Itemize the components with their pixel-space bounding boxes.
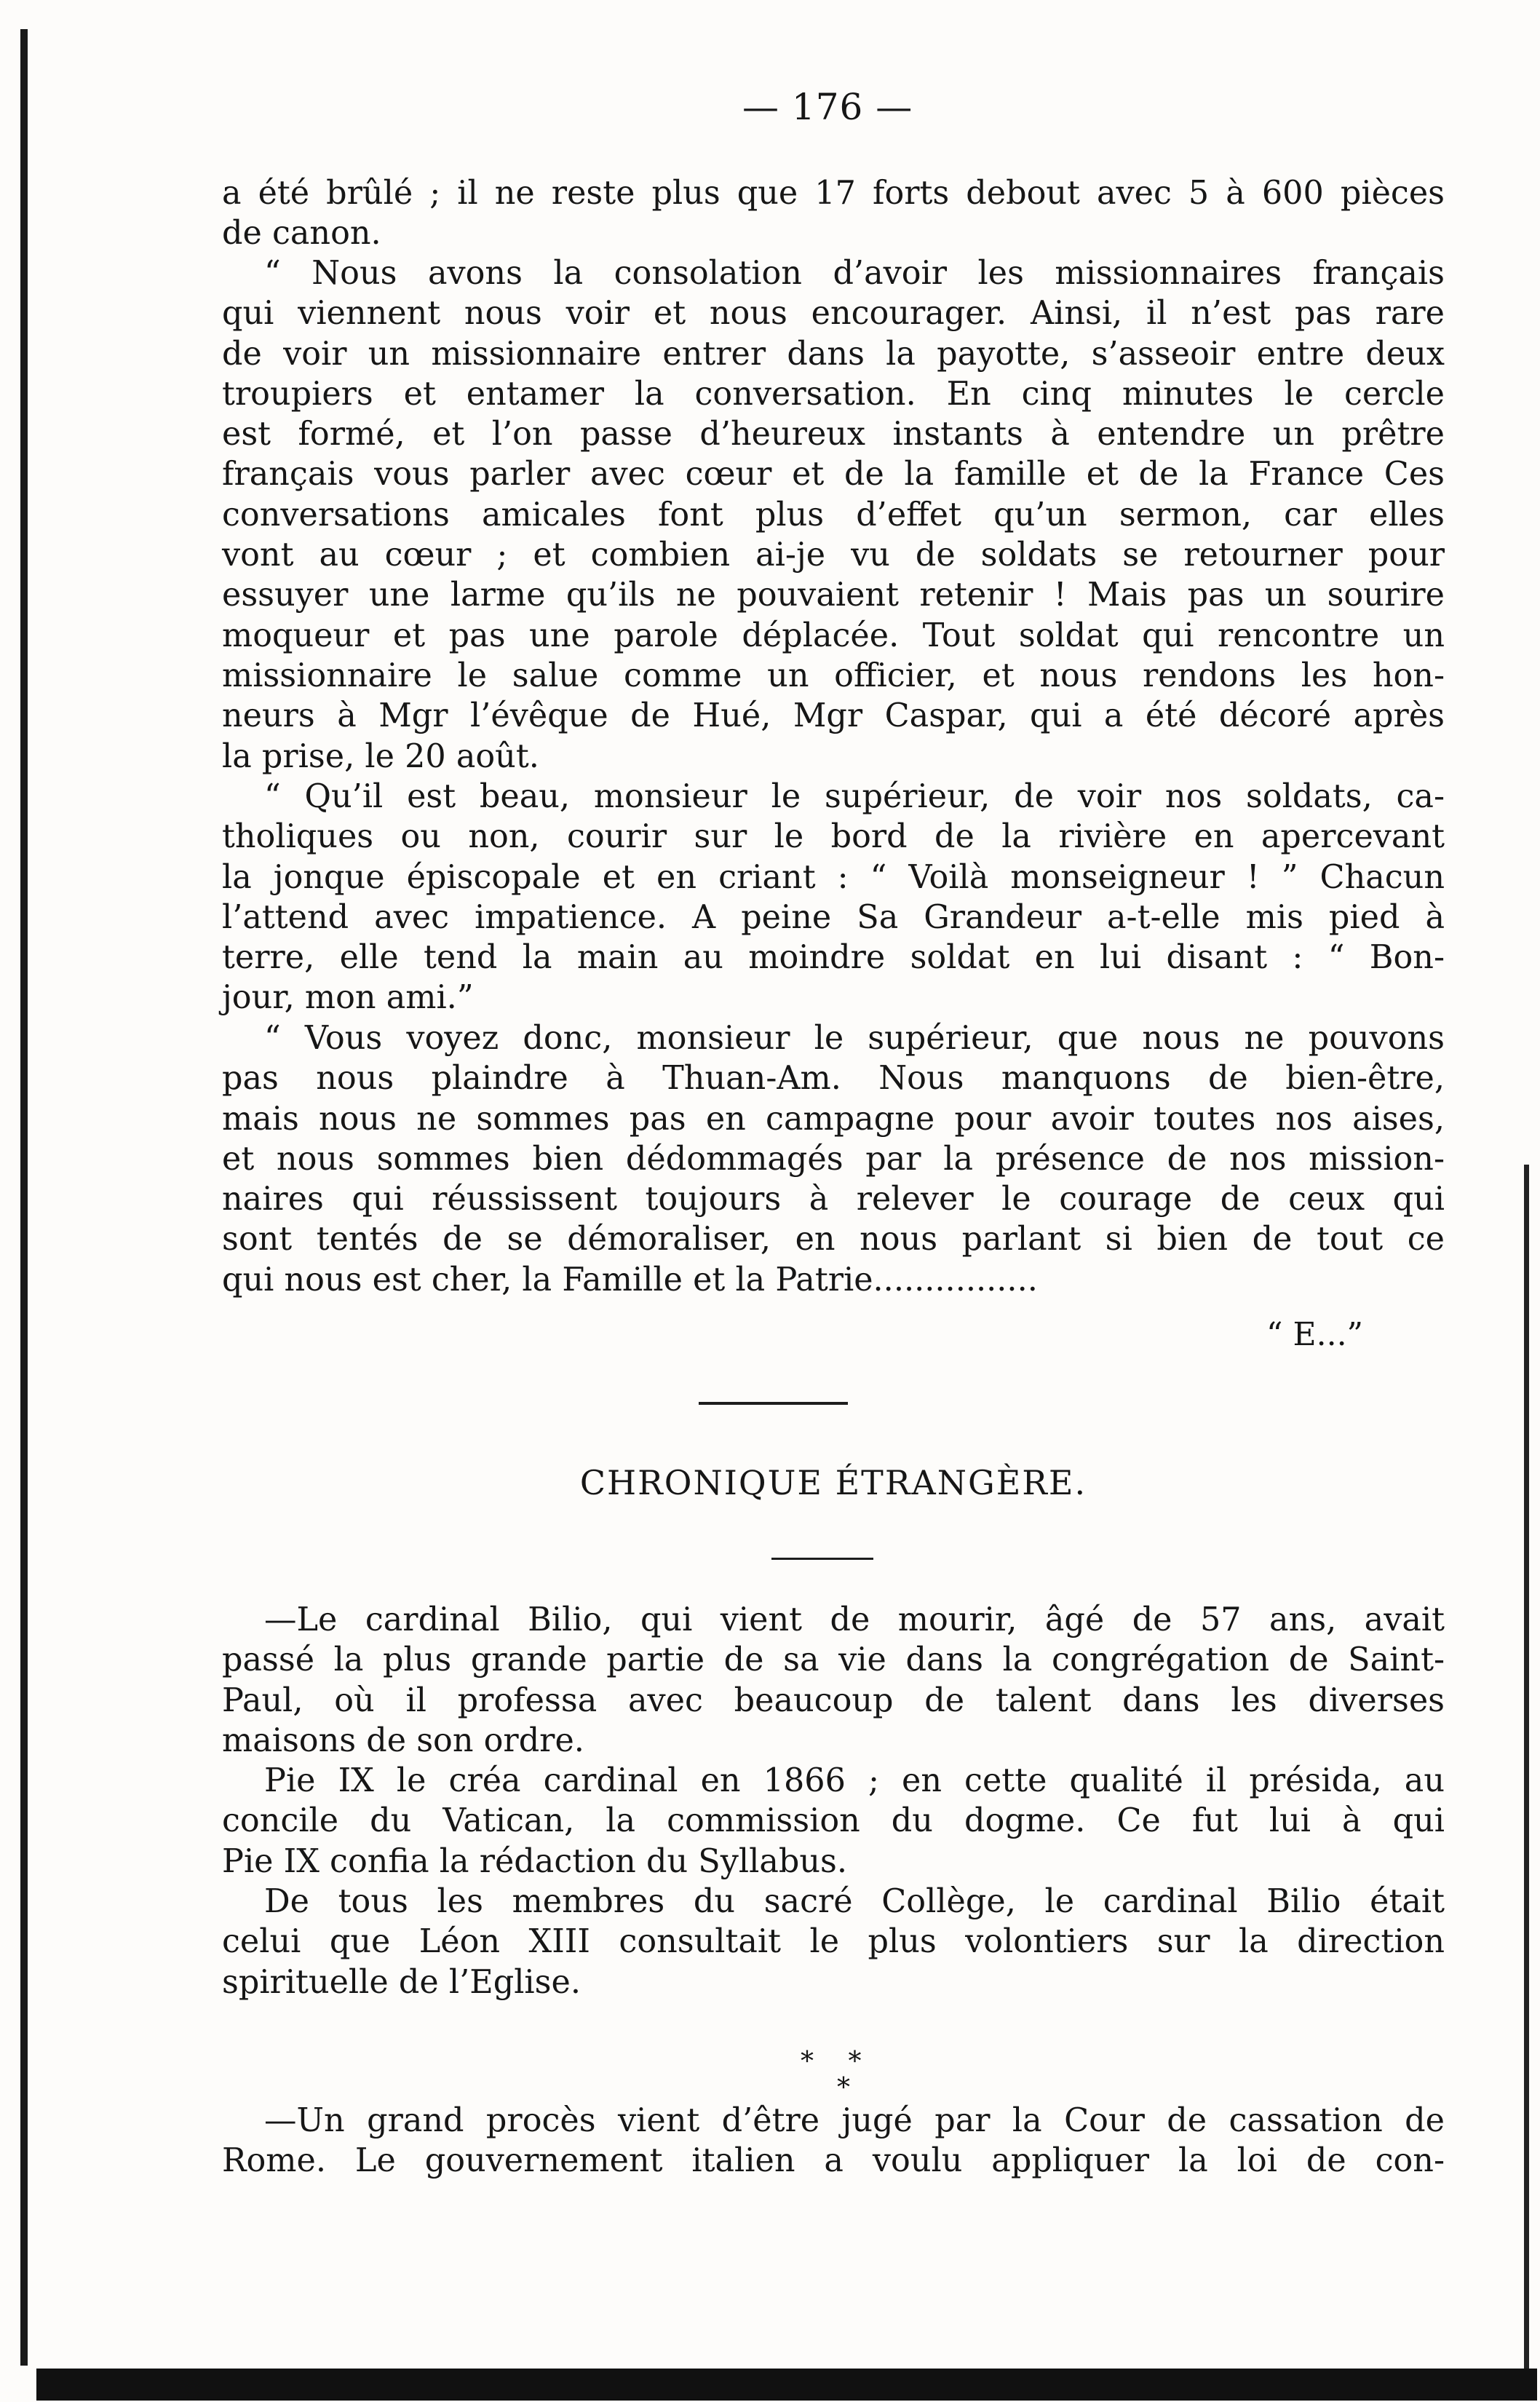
text-line: Paul, où il professa avec beaucoup de talent dans les diverses	[222, 1681, 1445, 1719]
text-line: neurs à Mgr l’évêque de Hué, Mgr Caspar, qui a été décoré après	[222, 697, 1445, 735]
text-line: la jonque épiscopale et en criant : “ Voilà monseigneur ! ” Chacun	[222, 858, 1445, 896]
text-line: et nous sommes bien dédommagés par la présence de nos mission-	[222, 1140, 1445, 1178]
paragraph-bishop	[222, 777, 1445, 1018]
text-line: concile du Vatican, la commission du dogme. Ce fut lui à qui	[222, 1802, 1445, 1840]
page-edge-bottom	[36, 2369, 1537, 2401]
text-line: l’attend avec impatience. A peine Sa Grandeur a-t-elle mis pied à	[222, 898, 1445, 936]
text-line: tholiques ou non, courir sur le bord de la rivière en apercevant	[222, 818, 1445, 856]
text-line: qui nous est cher, la Famille et la Patrie................	[222, 1261, 1038, 1299]
paragraph-thuan-am	[222, 1018, 1445, 1300]
text-line: “ Qu’il est beau, monsieur le supérieur, de voir nos soldats, ca-	[264, 778, 1445, 815]
text-line: “ Vous voyez donc, monsieur le supérieur, que nous ne pouvons	[264, 1020, 1445, 1057]
text-line: passé la plus grande partie de sa vie dans la congrégation de Saint-	[222, 1641, 1445, 1679]
text-line: —Un grand procès vient d’être jugé par la Cour de cassation de	[264, 2102, 1445, 2139]
text-line: français vous parler avec cœur et de la famille et de la France Ces	[222, 456, 1445, 494]
text-line: jour, mon ami.”	[222, 979, 474, 1017]
text-line: la prise, le 20 août.	[222, 737, 539, 775]
text-line: est formé, et l’on passe d’heureux instants à entendre un prêtre	[222, 416, 1445, 453]
text-line: essuyer une larme qu’ils ne pouvaient retenir ! Mais pas un sourire	[222, 576, 1445, 614]
text-line: de voir un missionnaire entrer dans la payotte, s’asseoir entre deux	[222, 335, 1445, 373]
text-line: vont au cœur ; et combien ai-je vu de soldats se retourner pour	[222, 536, 1445, 574]
section-title: CHRONIQUE ÉTRANGÈRE.	[579, 1463, 1087, 1502]
text-line: —Le cardinal Bilio, qui vient de mourir, âgé de 57 ans, avait	[264, 1601, 1445, 1638]
page-number: — 176 —	[742, 86, 913, 128]
paragraph-bilio	[222, 1600, 1445, 2002]
letter-signature: “ E...”	[1266, 1316, 1364, 1353]
text-line: “ Nous avons la consolation d’avoir les missionnaires français	[264, 255, 1445, 292]
text-line: missionnaire le salue comme un officier, et nous rendons les hon-	[222, 657, 1445, 694]
text-line: a été brûlé ; il ne reste plus que 17 forts debout avec 5 à 600 pièces	[222, 175, 1445, 212]
text-line: Rome. Le gouvernement italien a voulu appliquer la loi de con-	[222, 2142, 1445, 2180]
text-line: moqueur et pas une parole déplacée. Tout soldat qui rencontre un	[222, 617, 1445, 654]
page-edge-left	[20, 29, 28, 2366]
text-line: De tous les membres du sacré Collège, le cardinal Bilio était	[264, 1883, 1445, 1921]
text-line: naires qui réussissent toujours à relever le courage de ceux qui	[222, 1181, 1445, 1218]
separator-stars: * *	[801, 2047, 875, 2077]
text-line: conversations amicales font plus d’effet qu’un sermon, car elles	[222, 496, 1445, 534]
text-line: celui que Léon XIII consultait le plus volontiers sur la direction	[222, 1923, 1445, 1961]
section-rule-bottom	[771, 1558, 873, 1560]
text-line: pas nous plaindre à Thuan-Am. Nous manquons de bien-être,	[222, 1060, 1445, 1098]
paragraph-missionaries	[222, 253, 1445, 777]
paragraph-intro	[222, 173, 1445, 254]
text-line: terre, elle tend la main au moindre soldat en lui disant : “ Bon-	[222, 939, 1445, 977]
paragraph-proces	[222, 2101, 1445, 2181]
page-edge-right	[1524, 1165, 1529, 2370]
text-line: troupiers et entamer la conversation. En cinq minutes le cercle	[222, 375, 1445, 413]
text-line: spirituelle de l’Eglise.	[222, 1963, 581, 2001]
text-line: de canon.	[222, 215, 381, 253]
section-rule-top	[699, 1402, 848, 1405]
text-line: maisons de son ordre.	[222, 1721, 584, 1759]
separator-star: *	[837, 2073, 850, 2103]
text-line: sont tentés de se démoraliser, en nous parlant si bien de tout ce	[222, 1221, 1445, 1259]
text-line: Pie IX confia la rédaction du Syllabus.	[222, 1842, 847, 1880]
text-line: Pie IX le créa cardinal en 1866 ; en cette qualité il présida, au	[264, 1762, 1445, 1800]
text-line: mais nous ne sommes pas en campagne pour avoir toutes nos aises,	[222, 1100, 1445, 1138]
text-line: qui viennent nous voir et nous encourager. Ainsi, il n’est pas rare	[222, 295, 1445, 333]
